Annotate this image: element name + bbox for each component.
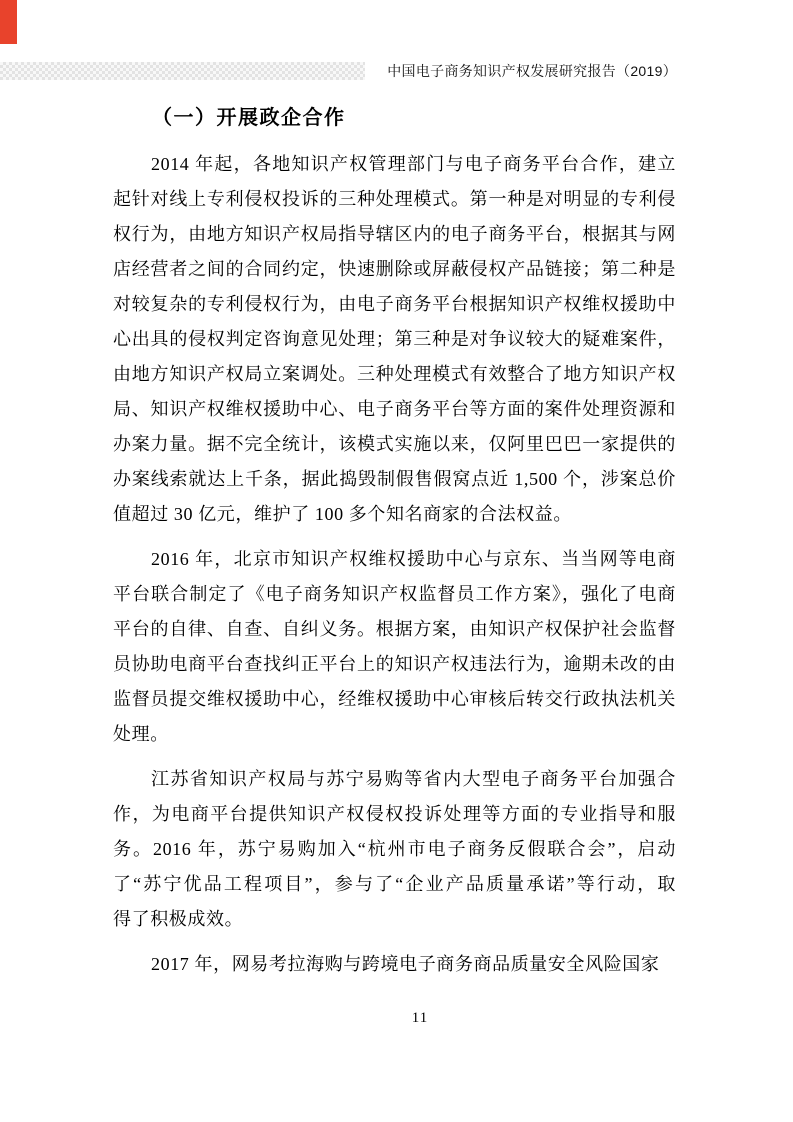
text-line: 店经营者之间的合同约定，快速删除或屏蔽侵权产品链接；第二种是 — [113, 259, 676, 279]
section-heading: （一）开展政企合作 — [152, 107, 346, 129]
text-line: 办案线索就达上千条，据此捣毁制假售假窝点近 1,500 个，涉案总价 — [113, 469, 676, 489]
report-title: 中国电子商务知识产权发展研究报告（2019） — [387, 63, 677, 79]
body-paragraph — [113, 147, 676, 532]
body-paragraph — [113, 947, 676, 982]
corner-tab — [0, 0, 17, 44]
body-text — [113, 147, 676, 992]
text-line: 平台的自律、自查、自纠义务。根据方案，由知识产权保护社会监督 — [113, 619, 676, 639]
text-line: 平台联合制定了《电子商务知识产权监督员工作方案》，强化了电商 — [113, 584, 676, 604]
text-line: 2014 年起，各地知识产权管理部门与电子商务平台合作，建立 — [151, 154, 676, 174]
text-line: 起针对线上专利侵权投诉的三种处理模式。第一种是对明显的专利侵 — [113, 189, 676, 209]
text-line: 由地方知识产权局立案调处。三种处理模式有效整合了地方知识产权 — [113, 364, 676, 384]
text-line: 心出具的侵权判定咨询意见处理；第三种是对争议较大的疑难案件， — [113, 329, 676, 349]
text-line: 监督员提交维权援助中心，经维权援助中心审核后转交行政执法机关 — [113, 689, 676, 709]
text-line: 得了积极成效。 — [113, 909, 244, 929]
text-line: 权行为，由地方知识产权局指导辖区内的电子商务平台，根据其与网 — [113, 224, 676, 244]
header-decoration-strip — [0, 62, 365, 80]
body-paragraph — [113, 542, 676, 752]
text-line: 务。2016 年，苏宁易购加入“杭州市电子商务反假联合会”，启动 — [113, 839, 676, 859]
text-line: 对较复杂的专利侵权行为，由电子商务平台根据知识产权维权援助中 — [113, 294, 676, 314]
text-line: 处理。 — [113, 724, 169, 744]
text-line: 值超过 30 亿元，维护了 100 多个知名商家的合法权益。 — [113, 504, 572, 524]
text-line: 了“苏宁优品工程项目”，参与了“企业产品质量承诺”等行动，取 — [113, 874, 676, 894]
text-line: 办案力量。据不完全统计，该模式实施以来，仅阿里巴巴一家提供的 — [113, 434, 676, 454]
page-number: 11 — [411, 1010, 429, 1026]
text-line: 员协助电商平台查找纠正平台上的知识产权违法行为，逾期未改的由 — [113, 654, 676, 674]
text-line: 作，为电商平台提供知识产权侵权投诉处理等方面的专业指导和服 — [113, 804, 676, 824]
text-line: 局、知识产权维权援助中心、电子商务平台等方面的案件处理资源和 — [113, 399, 676, 419]
text-line: 江苏省知识产权局与苏宁易购等省内大型电子商务平台加强合 — [151, 769, 676, 789]
text-line: 2017 年，网易考拉海购与跨境电子商务商品质量安全风险国家 — [151, 954, 660, 974]
body-paragraph — [113, 762, 676, 937]
text-line: 2016 年，北京市知识产权维权援助中心与京东、当当网等电商 — [151, 549, 676, 569]
